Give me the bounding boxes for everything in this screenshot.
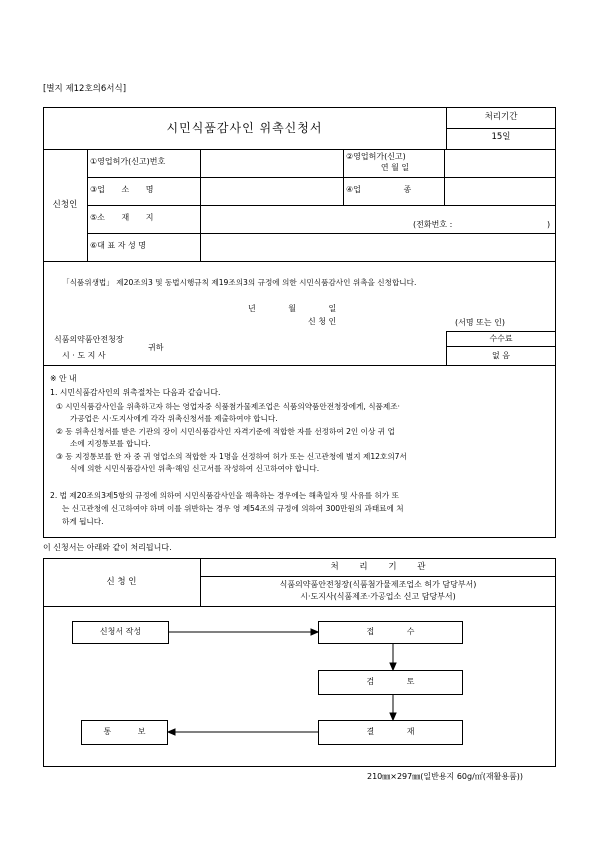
license-date-label-1: ②영업허가(신고) — [346, 152, 406, 161]
phone-label: (전화번호 : — [413, 220, 453, 229]
process-agency-line-1: 식품의약품안전청장(식품첨가물제조업소 허가 담당부서) — [279, 580, 477, 589]
business-name-label: ③업 소 명 — [90, 185, 154, 194]
step-decide-label: 결 재 — [366, 727, 415, 736]
step-notify-label: 통 보 — [103, 727, 146, 736]
recipient-line-2: 시 · 도 지 사 — [62, 351, 106, 360]
processing-period-label: 처리기간 — [484, 112, 518, 122]
sign-note: (서명 또는 인) — [455, 318, 505, 327]
process-agency-header: 처 리 기 관 — [330, 562, 426, 572]
representative-label: ⑥대 표 자 성 명 — [90, 241, 146, 250]
notes-sub-2b: 소에 지정통보를 합니다. — [70, 439, 151, 448]
step-review-label: 검 토 — [366, 677, 415, 686]
paper-size-footer: 210㎜×297㎜(일반용지 60g/㎡(재활용품)) — [367, 772, 524, 781]
location-label: ⑤소 재 지 — [90, 213, 154, 222]
license-date-label-2: 연 월 일 — [380, 163, 410, 172]
form-title: 시민식품감사인 위촉신청서 — [166, 121, 323, 135]
applicant-sign-label: 신 청 인 — [308, 317, 337, 326]
fee-value: 없 음 — [492, 351, 510, 360]
date-line: 년 월 일 — [248, 304, 337, 313]
process-applicant-header: 신 청 인 — [106, 577, 137, 587]
business-type-label: ④업 종 — [346, 185, 412, 194]
processing-period-value: 15일 — [491, 132, 511, 142]
notes-sub-2a: ② 동 위촉신청서를 받은 기관의 장이 시민식품감사인 자격기준에 적합한 자를 선정하여 2인 이상 귀 업 — [56, 427, 395, 436]
applicant-section-label: 신청인 — [52, 200, 78, 210]
notes-item-1: 1. 시민식품감사인의 위촉절차는 다음과 같습니다. — [50, 388, 221, 397]
step-receive-label: 접 수 — [366, 627, 415, 636]
notes-item-2b: 는 신고관청에 신고하여야 하며 이를 위반하는 경우 영 제54조의 규정에 의하여 300만원의 과태료에 처 — [62, 504, 404, 513]
notes-item-2c: 하게 됩니다. — [62, 517, 104, 526]
notes-sub-3a: ③ 동 지정통보를 한 자 중 귀 영업소의 적합한 자 1명을 선정하여 허가 또는 신고관청에 별지 제12호의7서 — [56, 452, 407, 461]
process-agency-line-2: 시·도지사(식품제조·가공업소 신고 담당부서) — [300, 592, 456, 601]
recipient-line-1: 식품의약품안전청장 — [54, 335, 124, 344]
notes-sub-3b: 식에 의한 시민식품감사인 위촉·해임 신고서를 작성하여 신고하여야 합니다. — [70, 464, 320, 473]
fee-label: 수수료 — [489, 334, 513, 343]
notes-sub-1b: 가공업은 시·도지사에게 각각 위촉신청서를 제출하여야 합니다. — [70, 414, 278, 423]
notes-item-2a: 2. 법 제20조의3제5항의 규정에 의하여 시민식품감사인을 해촉하는 경우에는 해촉일자 및 사유를 허가 또 — [50, 491, 399, 500]
recipient-suffix: 귀하 — [148, 343, 164, 352]
application-statement: 「식품위생법」 제20조의3 및 동법시행규칙 제19조의3의 규정에 의한 시민식품감사인 위촉을 신청합니다. — [62, 278, 417, 287]
step-submit-label: 신청서 작성 — [99, 627, 142, 636]
notes-heading: ※ 안 내 — [50, 374, 77, 383]
form-number-tag: [별지 제12호의6서식] — [43, 84, 127, 94]
license-number-label: ①영업허가(신고)번호 — [90, 157, 166, 166]
notes-sub-1a: ① 시민식품감사인을 위촉하고자 하는 영업자중 식품첨가물제조업은 식품의약품안전청장에게, 식품제조· — [56, 402, 400, 411]
process-intro: 이 신청서는 아래와 같이 처리됩니다. — [43, 543, 172, 552]
phone-close: ) — [547, 220, 551, 229]
